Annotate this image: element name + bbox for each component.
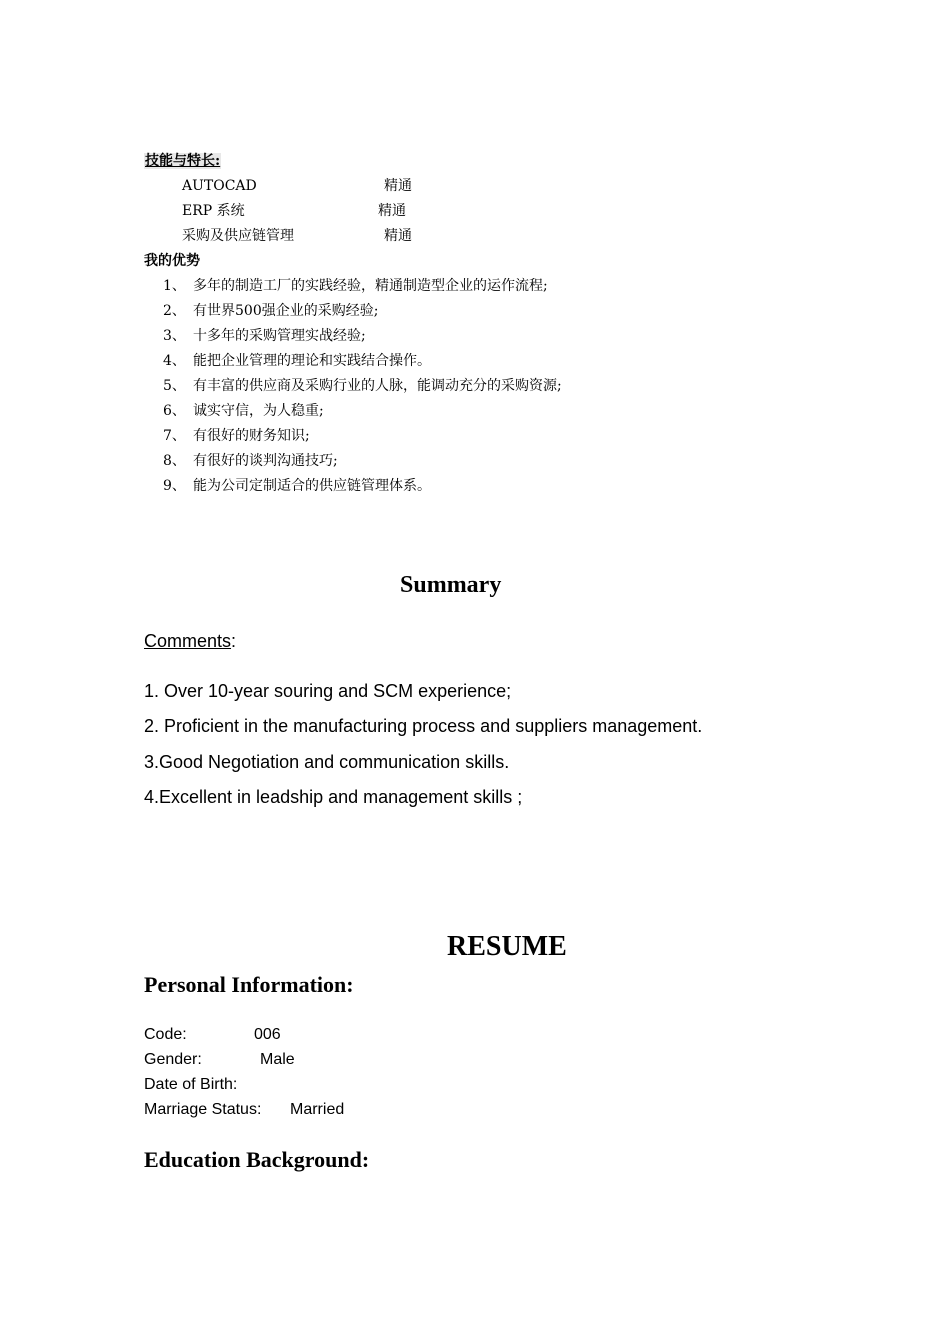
- list-item: 多年的制造工厂的实践经验，精通制造型企业的运作流程;: [193, 278, 548, 294]
- code-label: Code:: [144, 1026, 187, 1043]
- list-item-number: 8、: [163, 453, 186, 469]
- list-item-number: 9、: [163, 478, 186, 494]
- skills-heading: 技能与特长:: [145, 153, 221, 169]
- list-item-number: 6、: [163, 403, 186, 419]
- comment-item: 1. Over 10-year souring and SCM experience;: [144, 681, 512, 701]
- personal-info-heading: Personal Information:: [144, 972, 354, 997]
- list-item: 能把企业管理的理论和实践结合操作。: [193, 353, 431, 369]
- comment-item: 3.Good Negotiation and communication skills.: [144, 752, 510, 772]
- list-item-number: 5、: [163, 378, 186, 394]
- summary-title: Summary: [400, 572, 502, 598]
- marriage-value: Married: [290, 1101, 345, 1118]
- skill-level: 精通: [384, 228, 412, 244]
- skill-name: AUTOCAD: [182, 178, 257, 194]
- marriage-label: Marriage Status:: [144, 1101, 262, 1118]
- comment-item: 4.Excellent in leadship and management skills ;: [144, 787, 523, 807]
- list-item-number: 1、: [163, 278, 186, 294]
- skill-name: ERP 系统: [182, 203, 245, 219]
- resume-title: RESUME: [447, 931, 567, 962]
- dob-label: Date of Birth:: [144, 1076, 238, 1093]
- code-value: 006: [254, 1026, 281, 1043]
- skill-level: 精通: [384, 178, 412, 194]
- list-item-number: 4、: [163, 353, 186, 369]
- gender-label: Gender:: [144, 1051, 202, 1068]
- list-item: 十多年的采购管理实战经验;: [193, 328, 366, 344]
- list-item: 有很好的谈判沟通技巧;: [193, 453, 338, 469]
- list-item: 能为公司定制适合的供应链管理体系。: [193, 478, 431, 494]
- list-item: 诚实守信，为人稳重;: [193, 403, 324, 419]
- skill-name: 采购及供应链管理: [182, 228, 294, 244]
- advantages-heading: 我的优势: [144, 253, 200, 269]
- comments-label-text: Comments: [144, 631, 232, 651]
- list-item-number: 2、: [163, 303, 186, 319]
- list-item: 有世界500强企业的采购经验;: [193, 303, 379, 319]
- education-heading: Education Background:: [144, 1147, 370, 1172]
- gender-value: Male: [260, 1051, 295, 1068]
- list-item: 有很好的财务知识;: [193, 428, 310, 444]
- list-item: 有丰富的供应商及采购行业的人脉，能调动充分的采购资源;: [193, 378, 562, 394]
- list-item-number: 7、: [163, 428, 186, 444]
- comments-label-colon: :: [231, 631, 237, 651]
- comment-item: 2. Proficient in the manufacturing process and suppliers management.: [144, 716, 703, 736]
- list-item-number: 3、: [163, 328, 186, 344]
- skill-level: 精通: [378, 203, 406, 219]
- comments-label: [144, 631, 236, 652]
